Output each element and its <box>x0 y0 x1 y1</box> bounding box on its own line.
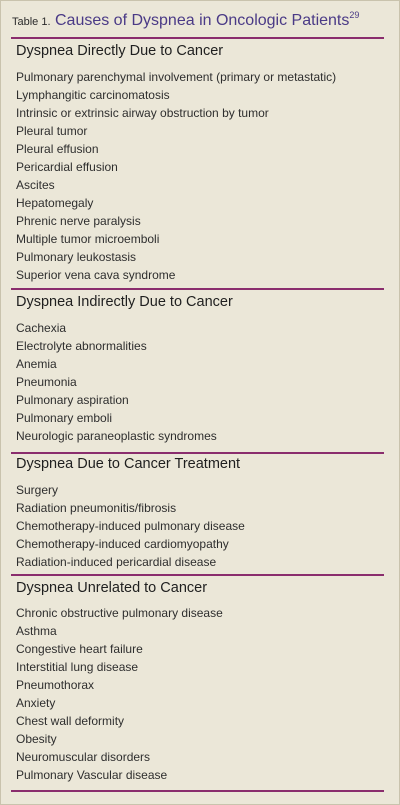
section-header-dyspnea-directly-due-to-cancer: Dyspnea Directly Due to Cancer <box>16 43 224 59</box>
list-item: Chronic obstructive pulmonary disease <box>16 606 223 620</box>
list-item: Multiple tumor microemboli <box>16 232 160 246</box>
section-divider <box>11 452 384 454</box>
list-item: Lymphangitic carcinomatosis <box>16 88 170 102</box>
list-item: Phrenic nerve paralysis <box>16 214 141 228</box>
list-item: Chemotherapy-induced pulmonary disease <box>16 519 245 533</box>
table-title <box>55 12 359 29</box>
list-item: Pulmonary leukostasis <box>16 250 137 264</box>
table-caption <box>12 10 359 30</box>
section-divider <box>11 288 384 290</box>
list-item: Neuromuscular disorders <box>16 750 151 764</box>
list-item: Interstitial lung disease <box>16 660 139 674</box>
list-item: Pulmonary emboli <box>16 411 113 425</box>
list-item: Pulmonary aspiration <box>16 393 129 407</box>
list-item: Pneumothorax <box>16 678 95 692</box>
list-item: Neurologic paraneoplastic syndromes <box>16 429 217 443</box>
list-item: Pleural tumor <box>16 124 88 138</box>
list-item: Intrinsic or extrinsic airway obstruction by tumor <box>16 106 269 120</box>
list-item: Congestive heart failure <box>16 642 143 656</box>
list-item: Radiation pneumonitis/fibrosis <box>16 501 177 515</box>
section-divider <box>11 790 384 792</box>
list-item: Pericardial effusion <box>16 160 118 174</box>
section-header-dyspnea-unrelated-to-cancer: Dyspnea Unrelated to Cancer <box>16 580 208 596</box>
section-header-dyspnea-indirectly-due-to-cancer: Dyspnea Indirectly Due to Cancer <box>16 294 233 310</box>
table-label: Table 1. <box>12 16 51 28</box>
list-item: Pulmonary parenchymal involvement (primary or metastatic) <box>16 70 337 84</box>
list-item: Obesity <box>16 732 57 746</box>
list-item: Superior vena cava syndrome <box>16 268 176 282</box>
section-divider <box>11 37 384 39</box>
section-header-dyspnea-due-to-cancer-treatment: Dyspnea Due to Cancer Treatment <box>16 456 241 472</box>
list-item: Pneumonia <box>16 375 77 389</box>
list-item: Pulmonary Vascular disease <box>16 768 168 782</box>
list-item: Chemotherapy-induced cardiomyopathy <box>16 537 229 551</box>
table-title-text: Causes of Dyspnea in Oncologic Patients <box>54 12 350 29</box>
list-item: Chest wall deformity <box>16 714 125 728</box>
list-item: Electrolyte abnormalities <box>16 339 147 353</box>
list-item: Anemia <box>16 357 57 371</box>
reference-superscript: 29 <box>349 10 360 20</box>
list-item: Ascites <box>16 178 55 192</box>
list-item: Asthma <box>16 624 57 638</box>
list-item: Hepatomegaly <box>16 196 94 210</box>
list-item: Cachexia <box>16 321 67 335</box>
list-item: Pleural effusion <box>16 142 99 156</box>
section-divider <box>11 574 384 576</box>
list-item: Radiation-induced pericardial disease <box>16 555 217 569</box>
list-item: Surgery <box>16 483 59 497</box>
list-item: Anxiety <box>16 696 56 710</box>
